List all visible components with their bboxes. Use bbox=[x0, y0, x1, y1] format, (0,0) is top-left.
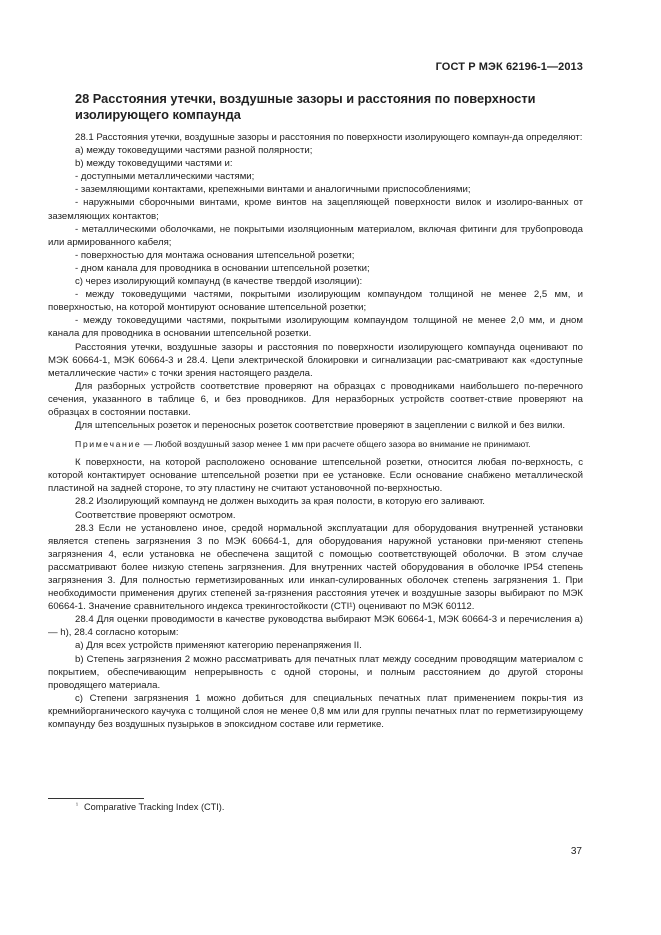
note-text: — Любой воздушный зазор менее 1 мм при расчете общего зазора во внимание не принимают. bbox=[141, 439, 531, 450]
note-label: Примечание bbox=[75, 439, 142, 450]
paragraph: - заземляющими контактами, крепежными винтами и аналогичными приспособлениями; bbox=[75, 184, 471, 196]
footnote-text: Comparative Tracking Index (CTI). bbox=[84, 802, 225, 812]
paragraph: 28.1 Расстояния утечки, воздушные зазоры и расстояния по поверхности изолирующего компаун-да определяют: bbox=[75, 132, 583, 143]
footnote-divider bbox=[48, 798, 144, 799]
paragraph: 28.4 Для оценки проводимости в качестве руководства выбирают МЭК 60664-1, МЭК 60664-3 и перечисления a) — h), 28.4 согласно которым: bbox=[48, 614, 583, 639]
paragraph: b) Степень загрязнения 2 можно рассматривать для печатных плат между соседним проводящим материалом с покрытием, обеспечивающим непрерывность с одной стороны, и полным расстоянием до другой стороны проводящего материала. bbox=[48, 653, 583, 691]
document-body bbox=[48, 131, 583, 731]
paragraph: 28.3 Если не установлено иное, средой нормальной эксплуатации для оборудования внутренней установки является степень загрязнения 3 по МЭК 60664-1, для оборудования наружной установки при-меняют степень загрязнения 4, если установка не обеспечена защитой с помощью соответствующей оболочки. В этом случае рассматривают более низкую степень загрязнения. Для внутренних частей оборудования в оболочке IP54 степень загрязнения 3. Для полностью герметизированных или инкап-сулированных оболочек степень загрязнения 1. При необходимости применения других степеней за-грязнения расстояния утечек и воздушные зазоры выбирают по МЭК 60664-1. Значение сравнительного индекса трекингостойкости (CTI¹) оценивают по МЭК 60112. bbox=[48, 522, 583, 613]
standard-header: ГОСТ Р МЭК 62196-1—2013 bbox=[435, 61, 583, 73]
paragraph: - металлическими оболочками, не покрытыми изоляционным материалом, включая фитинги для трубопровода или армированного кабеля; bbox=[48, 223, 583, 248]
paragraph: Для штепсельных розеток и переносных розеток соответствие проверяют в зацеплении с вилкой и без вилки. bbox=[75, 420, 566, 432]
paragraph: a) между токоведущими частями разной полярности; bbox=[75, 145, 313, 157]
paragraph: Расстояния утечки, воздушные зазоры и расстояния по поверхности изолирующего компаунда оценивают по МЭК 60664-1, МЭК 60664-3 и 28.4. Цепи электрической блокировки и сигнализации рас-сматривают как «доступные металлические части» с точки зрения настоящего раздела. bbox=[48, 341, 583, 379]
paragraph: - поверхностью для монтажа основания штепсельной розетки; bbox=[75, 249, 355, 261]
paragraph: Для разборных устройств соответствие проверяют на образцах с проводниками наибольшего по-перечного сечения, указанного в таблице 6, и без проводников. Для неразборных устройств соответ-ствие проверяют на образцах в состоянии поставки. bbox=[48, 380, 583, 418]
paragraph: - между токоведущими частями, покрытыми изолирующим компаундом толщиной не менее 2,0 мм, и дном канала для проводника в основании штепсельной розетки. bbox=[48, 315, 583, 340]
footnote bbox=[76, 800, 224, 813]
section-title bbox=[75, 91, 595, 123]
paragraph: - дном канала для проводника в основании штепсельной розетки; bbox=[75, 262, 370, 274]
section-title-line-2: изолирующего компаунда bbox=[75, 107, 241, 122]
paragraph: a) Для всех устройств применяют категорию перенапряжения II. bbox=[75, 640, 362, 652]
paragraph: c) через изолирующий компаунд (в качестве твердой изоляции): bbox=[75, 276, 363, 288]
paragraph: - между токоведущими частями, покрытыми изолирующим компаундом толщиной не менее 2,5 мм, и поверхностью, на которой монтируют основание штепсельной розетки; bbox=[48, 289, 583, 314]
paragraph: - наружными сборочными винтами, кроме винтов на зацепляющей поверхности вилок и изолиро-ванных от заземляющих контактов; bbox=[48, 197, 583, 222]
paragraph: Соответствие проверяют осмотром. bbox=[75, 509, 236, 521]
footnote-marker: ¹ bbox=[76, 803, 78, 809]
paragraph: - доступными металлическими частями; bbox=[75, 171, 255, 183]
section-title-line-1: 28 Расстояния утечки, воздушные зазоры и расстояния по поверхности bbox=[75, 91, 536, 106]
paragraph: c) Степени загрязнения 1 можно добиться для специальных печатных плат применением покры-тия из кремнийорганического каучука с толщиной слоя не менее 0,8 мм или для группы печатных плат по герметизирующему компаунду без воздушных пузырьков в эпоксидном составе или герметике. bbox=[48, 692, 583, 731]
paragraph: b) между токоведущими частями и: bbox=[75, 158, 233, 170]
note bbox=[48, 438, 583, 450]
paragraph: К поверхности, на которой расположено основание штепсельной розетки, относится любая по-верхность, с которой контактирует основание штепсельной розетки при ее установке. Если основание снабжено металлической пластиной на задней стороне, то эту пластину не считают установочной по-верхностью. bbox=[48, 457, 583, 495]
page-number: 37 bbox=[570, 846, 582, 857]
paragraph: 28.2 Изолирующий компаунд не должен выходить за края полости, в которую его заливают. bbox=[75, 496, 485, 508]
